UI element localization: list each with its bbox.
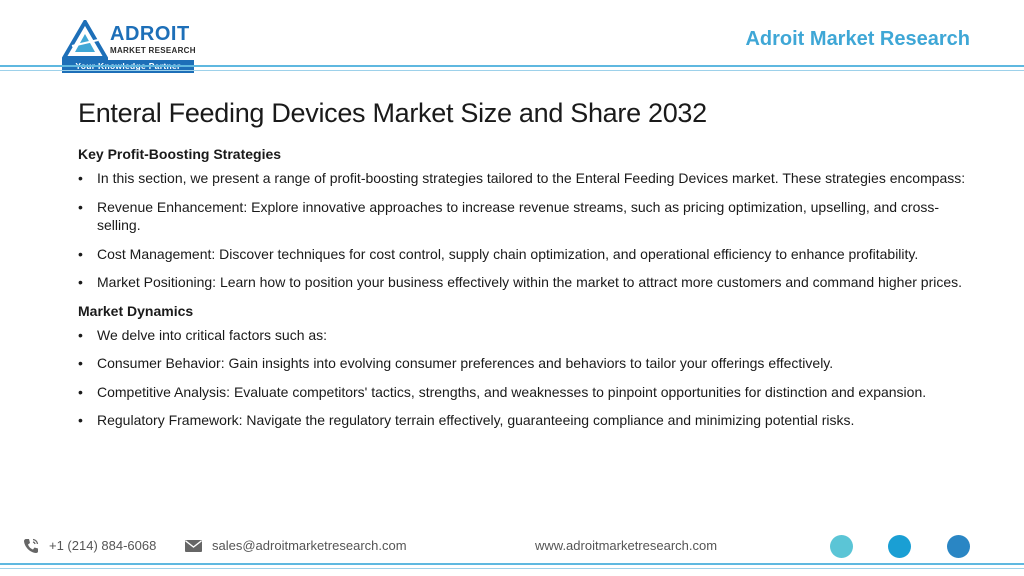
header-divider [0, 65, 1024, 67]
logo-subtitle: MARKET RESEARCH [110, 46, 196, 55]
footer-website[interactable]: www.adroitmarketresearch.com [535, 538, 718, 553]
list-item: • Consumer Behavior: Gain insights into evolving consumer preferences and behaviors to tailor your offerings effectively. [78, 354, 968, 373]
logo-triangle-icon [62, 20, 108, 60]
footer-email[interactable]: sales@adroitmarketresearch.com [212, 538, 407, 553]
list-item: • Revenue Enhancement: Explore innovative approaches to increase revenue streams, such as pricing optimization, upselling, and cross-selling. [78, 198, 968, 235]
list-item: • In this section, we present a range of profit-boosting strategies tailored to the Enteral Feeding Devices market. These strategies encompass: [78, 169, 968, 188]
section-heading-strategies: Key Profit-Boosting Strategies [78, 146, 282, 162]
brand-title: Adroit Market Research [745, 28, 970, 50]
list-item: • Cost Management: Discover techniques for cost control, supply chain optimization, and operational efficiency to enhance profitability. [78, 245, 968, 264]
footer-divider-thin [0, 568, 1024, 569]
footer-dot-1 [830, 535, 853, 558]
footer-divider [0, 563, 1024, 565]
list-item: • Regulatory Framework: Navigate the regulatory terrain effectively, guaranteeing compliance and minimizing potential risks. [78, 411, 968, 430]
phone-icon [22, 537, 40, 555]
dynamics-list [78, 326, 968, 430]
strategies-list [78, 169, 968, 292]
list-item: • Competitive Analysis: Evaluate competitors' tactics, strengths, and weaknesses to pinpoint opportunities for distinction and expansion. [78, 383, 968, 402]
logo-name: ADROIT [110, 23, 190, 45]
section-heading-dynamics: Market Dynamics [78, 302, 194, 319]
page-title: Enteral Feeding Devices Market Size and Share 2032 [78, 98, 707, 128]
header-divider-thin [0, 70, 1024, 71]
envelope-icon [185, 540, 202, 552]
slide-content [78, 145, 968, 440]
footer-phone[interactable]: +1 (214) 884-6068 [49, 538, 157, 553]
list-item: • Market Positioning: Learn how to position your business effectively within the market to attract more customers and command higher prices. [78, 273, 968, 292]
list-item: • We delve into critical factors such as: [78, 326, 968, 345]
footer-dot-3 [947, 535, 970, 558]
footer-dot-2 [888, 535, 911, 558]
